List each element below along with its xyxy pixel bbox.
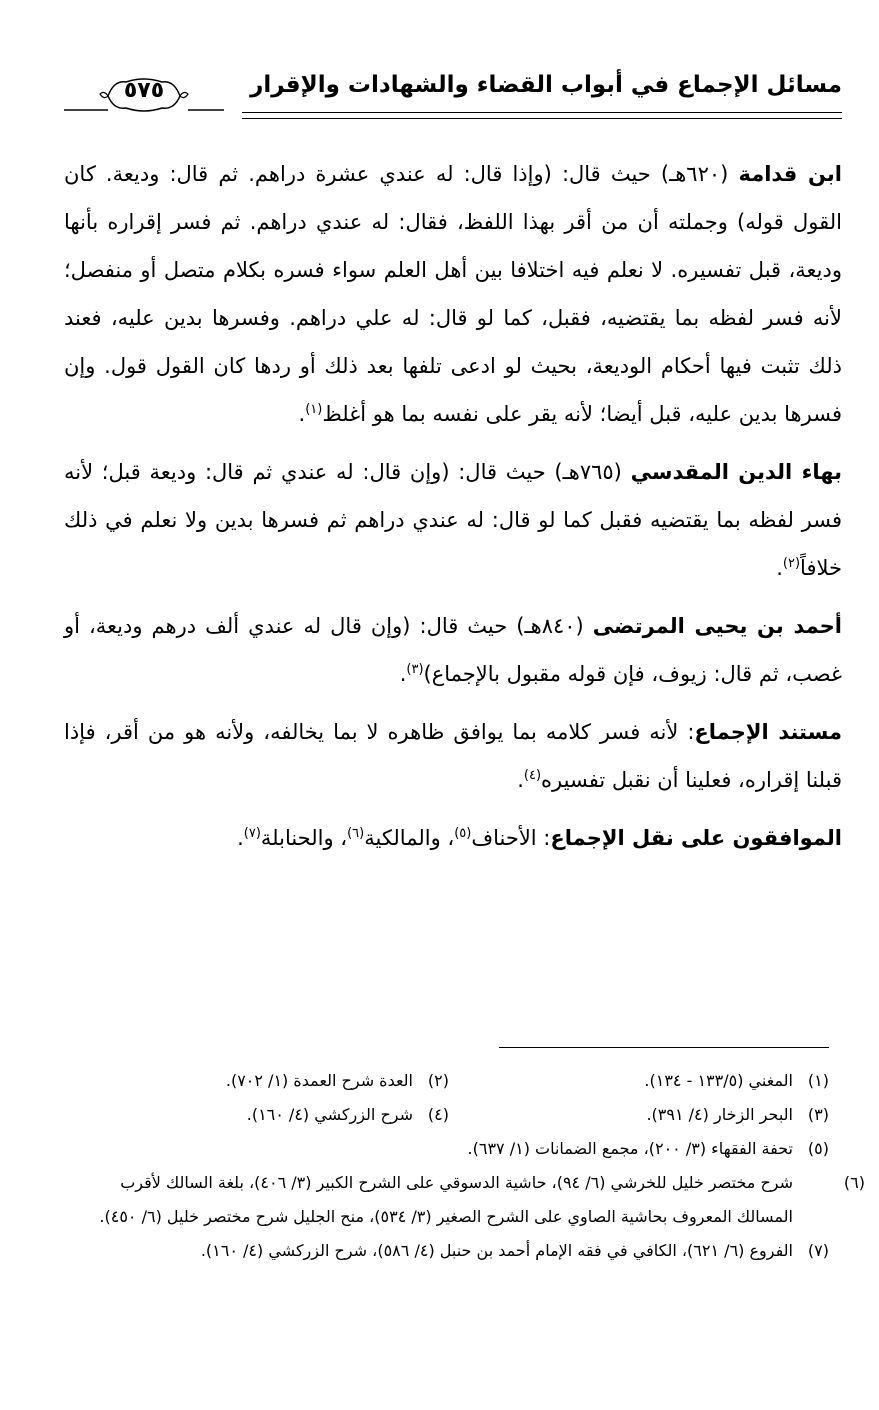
section-heading: الموافقون على نقل الإجماع	[550, 826, 842, 850]
paragraph-end: .	[399, 662, 407, 686]
footnote	[449, 1064, 829, 1098]
separator: ،	[440, 826, 455, 850]
paragraph-body: (٦٢٠هـ) حيث قال: (وإذا قال: له عندي عشرة دراهم. ثم قال: وديعة. كان القول قوله) وجملته أن من أقر بهذا اللفظ، فقال: له عندي دراهم. ثم فسر إقراره بأنها وديعة، قبل تفسيره. لا نعلم فيه اختلافا بين أهل العلم سواء فسره بكلام متصل أو منفصل؛ لأنه فسر لفظه بما يقتضيه، فقبل، كما لو قال: له علي دراهم. وفسرها بدين عليه، فعند ذلك تثبت فيها أحكام الوديعة، بحيث لو ادعى تلفها بعد ذلك أو ردها كان القول قول. وإن فسرها بدين عليه، قبل أيضا؛ لأنه يقر على نفسه بما هو أغلظ	[64, 162, 842, 426]
footnote-ref: (٤)	[523, 768, 542, 783]
scholar-name: بهاء الدين المقدسي	[630, 460, 842, 484]
scholar-name: أحمد بن يحيى المرتضى	[592, 614, 842, 638]
school-name: الأحناف	[471, 826, 537, 850]
scholar-name: ابن قدامة	[738, 162, 842, 186]
page-number-ornament	[64, 72, 224, 112]
paragraph-end: .	[517, 768, 524, 792]
separator: :	[536, 826, 551, 850]
footnote-number: (٣)	[807, 1105, 829, 1124]
footnote-text: العدة شرح العمدة (١/ ٧٠٢).	[225, 1071, 413, 1090]
footnote-text: تحفة الفقهاء (٣/ ٢٠٠)، مجمع الضمانات (١/ ٦٣٧).	[467, 1139, 793, 1158]
footnote-ref: (٢)	[782, 556, 801, 571]
footnote	[69, 1064, 449, 1098]
footnote-number: (٢)	[427, 1071, 449, 1090]
footnote	[64, 1132, 829, 1166]
school-name: والحنابلة	[260, 826, 334, 850]
footnote-ref: (٦)	[347, 826, 365, 841]
footnote	[64, 1166, 865, 1234]
header-rule	[242, 112, 842, 119]
paragraph-end: .	[298, 402, 306, 426]
footnote-ref: (٧)	[243, 826, 261, 841]
page-header	[64, 68, 842, 128]
paragraph-bahaa	[64, 448, 842, 592]
footnote-text: الفروع (٦/ ٦٢١)، الكافي في فقه الإمام أحمد بن حنبل (٤/ ٥٨٦)، شرح الزركشي (٤/ ١٦٠).	[200, 1241, 793, 1260]
paragraph-body: (٧٦٥هـ) حيث قال: (وإن قال: له عندي ثم قال: وديعة قبل؛ لأنه فسر لفظه بما يقتضيه فقبل كما لو قال: له عندي دراهم ثم فسرها بدين ولا نعلم في ذلك خلافاً	[64, 460, 842, 580]
section-heading: مستند الإجماع	[694, 720, 842, 744]
footnote-text: شرح الزركشي (٤/ ١٦٠).	[246, 1105, 413, 1124]
footnote-number: (٥)	[807, 1139, 829, 1158]
footnote-ref: (٣)	[406, 662, 424, 677]
footnote	[449, 1098, 829, 1132]
paragraph-body: : لأنه فسر كلامه بما يوافق ظاهره لا بما يخالفه، ولأنه هو من أقر، فإذا قبلنا إقراره، فعلينا أن نقبل تفسيره	[64, 720, 842, 792]
footnotes	[64, 1064, 865, 1268]
paragraph-murtada	[64, 602, 842, 698]
footnote-number: (٦)	[843, 1173, 865, 1192]
paragraph-body: (٨٤٠هـ) حيث قال: (وإن قال له عندي ألف درهم وديعة، أو غصب، ثم قال: زيوف، فإن قوله مقبول بالإجماع)	[64, 614, 842, 686]
page-number: ٥٧٥	[123, 78, 165, 103]
footnote-row	[64, 1064, 829, 1098]
footnote	[64, 1234, 829, 1268]
main-text	[64, 150, 842, 862]
footnote-text: شرح مختصر خليل للخرشي (٦/ ٩٤)، حاشية الدسوقي على الشرح الكبير (٣/ ٤٠٦)، بلغة السالك لأقرب المسالك المعروف بحاشية الصاوي على الشرح الصغير (٣/ ٥٣٤)، منح الجليل شرح مختصر خليل (٦/ ٤٥٠).	[99, 1173, 793, 1226]
separator: ،	[333, 826, 348, 850]
paragraph-ibn-qudama	[64, 150, 842, 438]
footnote-row	[64, 1098, 829, 1132]
footnote-ref: (١)	[305, 402, 323, 417]
footnote-separator	[499, 1047, 829, 1048]
footnote-ref: (٥)	[454, 826, 472, 841]
footnote-number: (٤)	[427, 1105, 449, 1124]
footnote-text: المغني (١٣٣/٥ - ١٣٤).	[644, 1071, 793, 1090]
paragraph-end: .	[237, 826, 244, 850]
paragraph-end: .	[776, 556, 783, 580]
footnote-text: البحر الزخار (٤/ ٣٩١).	[646, 1105, 793, 1124]
footnote-number: (٧)	[807, 1241, 829, 1260]
footnote	[69, 1098, 449, 1132]
paragraph-agreement	[64, 814, 842, 862]
paragraph-basis	[64, 708, 842, 804]
footnote-number: (١)	[807, 1071, 829, 1090]
page-title: مسائل الإجماع في أبواب القضاء والشهادات والإقرار	[250, 72, 842, 98]
school-name: والمالكية	[364, 826, 441, 850]
